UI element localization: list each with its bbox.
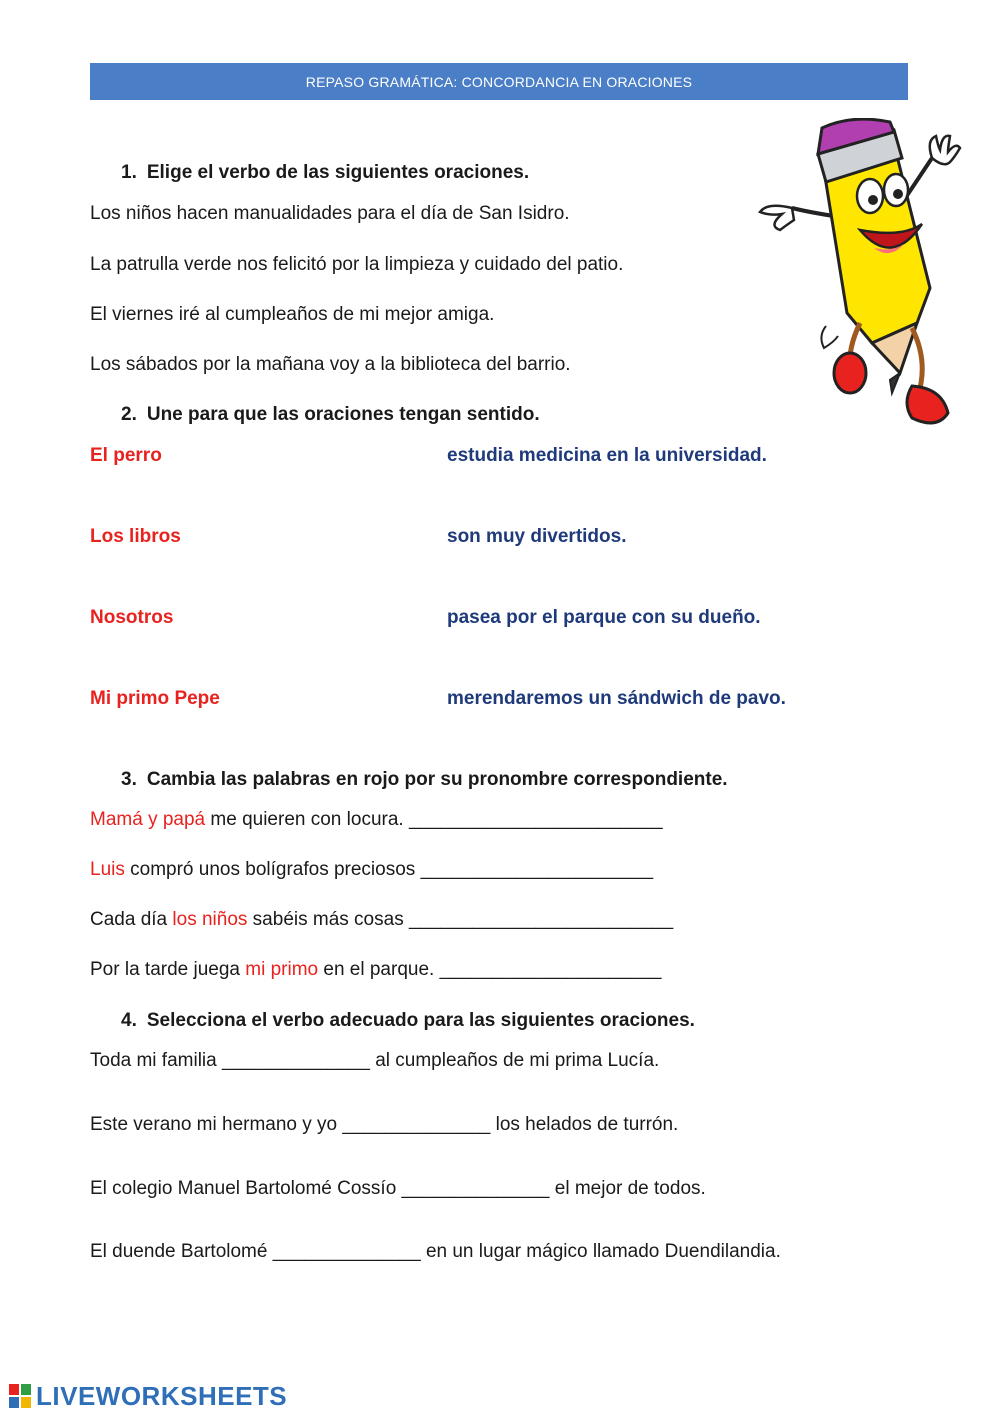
section4-item [90,1178,706,1200]
header-title: REPASO GRAMÁTICA: CONCORDANCIA EN ORACIONES [305,73,693,90]
section2-heading [121,404,540,426]
match-left-item[interactable]: Los libros [90,526,181,547]
section1-title: Elige el verbo de las siguientes oraciones. [146,162,530,183]
section1-sentence[interactable]: Los sábados por la mañana voy a la biblioteca del barrio. [90,354,571,375]
answer-blank[interactable]: _____________________ [439,959,662,980]
section3-item [90,809,663,831]
match-left-item[interactable]: Mi primo Pepe [90,688,220,709]
answer-blank[interactable]: ______________ [222,1050,370,1071]
section1-number: 1. [121,162,137,183]
section1-heading [121,162,529,184]
pencil-mascot-icon [752,118,962,438]
section3-heading [121,769,728,791]
sentence-text: Cada día [90,909,173,930]
section4-heading [121,1010,695,1032]
section1-sentence[interactable]: Los niños hacen manualidades para el día de San Isidro. [90,203,570,224]
sentence-text: me quieren con locura. [205,809,409,830]
section4-item [90,1114,678,1136]
section3-item [90,959,662,981]
red-words: los niños [172,909,248,930]
match-right-item[interactable]: estudia medicina en la universidad. [447,445,767,466]
footer-brand: LIVEWORKSHEETS [36,1380,288,1411]
red-words: Mamá y papá [90,809,206,830]
answer-blank[interactable]: ________________________ [408,809,663,830]
red-words: mi primo [245,959,319,980]
match-right-item[interactable]: merendaremos un sándwich de pavo. [447,688,786,709]
sentence-text: Este verano mi hermano y yo [90,1114,343,1135]
sentence-text: El duende Bartolomé [90,1241,273,1262]
section2-number: 2. [121,404,137,425]
section3-number: 3. [121,769,137,790]
answer-blank[interactable]: ______________ [342,1114,491,1135]
sentence-text: en el parque. [318,959,440,980]
section3-item [90,859,653,881]
match-left-item[interactable]: Nosotros [90,607,174,628]
section3-title: Cambia las palabras en rojo por su pronombre correspondiente. [146,769,728,790]
answer-blank[interactable]: _________________________ [408,909,674,930]
match-right-item[interactable]: son muy divertidos. [447,526,627,547]
sentence-text: los helados de turrón. [490,1114,679,1135]
section1-sentence[interactable]: El viernes iré al cumpleaños de mi mejor amiga. [90,304,495,325]
sentence-text: al cumpleaños de mi prima Lucía. [369,1050,660,1071]
section3-item [90,909,673,931]
section4-item [90,1241,781,1263]
sentence-text: el mejor de todos. [549,1178,706,1199]
section4-title: Selecciona el verbo adecuado para las siguientes oraciones. [146,1010,695,1031]
sentence-text: El colegio Manuel Bartolomé Cossío [90,1178,402,1199]
sentence-text: sabéis más cosas [247,909,409,930]
section4-number: 4. [121,1010,137,1031]
sentence-text: Por la tarde juega [90,959,246,980]
answer-blank[interactable]: ______________________ [420,859,654,880]
answer-blank[interactable]: ______________ [272,1241,421,1262]
logo-blocks-icon [8,1383,32,1409]
sentence-text: compró unos bolígrafos preciosos [124,859,421,880]
sentence-text: en un lugar mágico llamado Duendilandia. [420,1241,781,1262]
header-banner [90,63,908,100]
match-left-item[interactable]: El perro [90,445,162,466]
answer-blank[interactable]: ______________ [401,1178,550,1199]
red-words: Luis [90,859,125,880]
section2-title: Une para que las oraciones tengan sentido. [146,404,540,425]
sentence-text: Toda mi familia [90,1050,222,1071]
section4-item [90,1050,659,1072]
liveworksheets-logo[interactable] [8,1381,287,1411]
section1-sentence[interactable]: La patrulla verde nos felicitó por la limpieza y cuidado del patio. [90,254,624,275]
match-right-item[interactable]: pasea por el parque con su dueño. [447,607,761,628]
